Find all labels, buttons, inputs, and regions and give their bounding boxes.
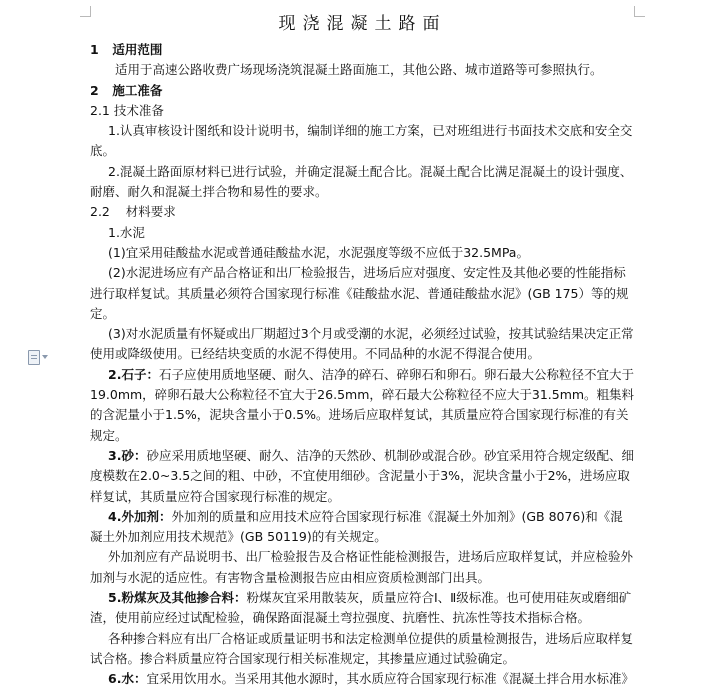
section-number: 2: [90, 82, 99, 98]
section-heading-scope: [90, 40, 635, 60]
label-stone: 2.石子：: [108, 366, 159, 382]
paragraph-stone: [90, 365, 635, 446]
paragraph-admixture-2: 外加剂应有产品说明书、出厂检验报告及合格证性能检测报告，进场后应取样复试，并应检验外加剂与水泥的适应性。有害物含量检测报告应由相应资质检测部门出具。: [90, 549, 634, 585]
text-water: 宜采用饮用水。当采用其他水源时，其水质应符合国家现行标准《混凝土拌合用水标准》: [146, 671, 634, 687]
text-stone: 石子应使用质地坚硬、耐久、洁净的碎石、碎卵石和卵石。卵石最大公称粒径不宜大于19.0mm，碎卵石最大公称粒径不宜大于26.5mm，碎石最大公称粒径不应大于31.5mm。粗集料的含泥量小于1.5%，泥块含量小于0.5%。进场后应取样复试，其质量应符合国家现行标准的有关规定。: [90, 366, 635, 443]
label-sand: 3.砂：: [108, 447, 147, 463]
paragraph-water: [90, 669, 635, 689]
paragraph-tech-1: 1.认真审核设计图纸和设计说明书，编制详细的施工方案，已对班组进行书面技术交底和安全交底。: [90, 123, 633, 159]
text-sand: 砂应采用质地坚硬、耐久、洁净的天然砂、机制砂或混合砂。砂宜采用符合规定级配、细度模数在2.0~3.5之间的粗、中砂，不宜使用细砂。含泥量小于3%，泥块含量小于2%，进场应取样复试，其质量应符合国家现行标准的规定。: [90, 447, 634, 504]
paragraph-flyash: [90, 588, 635, 629]
paragraph-admixture: [90, 507, 635, 548]
subheading-materials: 2.2 材料要求: [90, 204, 176, 220]
section-title: 施工准备: [112, 82, 163, 98]
document-title: 现浇混凝土路面: [278, 14, 447, 34]
document-menu-icon[interactable]: [28, 350, 48, 366]
paragraph-scope: 适用于高速公路收费广场现场浇筑混凝土路面施工，其他公路、城市道路等可参照执行。: [115, 62, 603, 78]
paragraph-cement-2: (2)水泥进场应有产品合格证和出厂检验报告，进场后应对强度、安定性及其他必要的性能指标进行取样复试。其质量必须符合国家现行标准《硅酸盐水泥、普通硅酸盐水泥》(GB 175）等的规定。: [90, 265, 629, 321]
item-cement: 1.水泥: [108, 224, 145, 240]
section-heading-prep: [90, 81, 635, 101]
paragraph-tech-2: 2.混凝土路面原材料已进行试验，并确定混凝土配合比。混凝土配合比满足混凝土的设计强度、耐磨、耐久和混凝土拌合物和易性的要求。: [90, 163, 633, 200]
document-icon: [28, 350, 40, 365]
document-page: [90, 8, 635, 690]
paragraph-sand: [90, 446, 635, 507]
section-number: 1: [90, 42, 99, 57]
label-admixture: 4.外加剂：: [108, 508, 172, 524]
section-title: 适用范围: [112, 42, 163, 57]
text-admixture: 外加剂的质量和应用技术应符合国家现行标准《混凝土外加剂》(GB 8076)和《混凝土外加剂应用技术规范》(GB 50119)的有关规定。: [90, 508, 623, 545]
label-water: 6.水：: [108, 671, 147, 687]
subheading-tech-prep: 2.1 技术准备: [90, 102, 164, 118]
paragraph-cement-3: (3)对水泥质量有怀疑或出厂期超过3个月或受潮的水泥，必须经过试验，按其试验结果决定正常使用或降级使用。已经结块变质的水泥不得使用。不同品种的水泥不得混合使用。: [90, 326, 634, 362]
paragraph-cement-1: (1)宜采用硅酸盐水泥或普通硅酸盐水泥，水泥强度等级不应低于32.5MPa。: [108, 244, 529, 260]
margin-mark-top-right: [634, 6, 645, 17]
paragraph-flyash-2: 各种掺合料应有出厂合格证或质量证明书和法定检测单位提供的质量检测报告，进场后应取样复试合格。掺合料质量应符合国家现行相关标准规定，其掺量应通过试验确定。: [90, 630, 634, 666]
label-flyash: 5.粉煤灰及其他掺合料：: [108, 590, 247, 606]
text-flyash: 粉煤灰宜采用散装灰，质量应符合Ⅰ、Ⅱ级标准。也可使用硅灰或磨细矿渣，使用前应经过试配检验，确保路面混凝土弯拉强度、抗磨性、抗冻性等技术指标合格。: [90, 590, 632, 626]
chevron-down-icon: [42, 355, 48, 359]
